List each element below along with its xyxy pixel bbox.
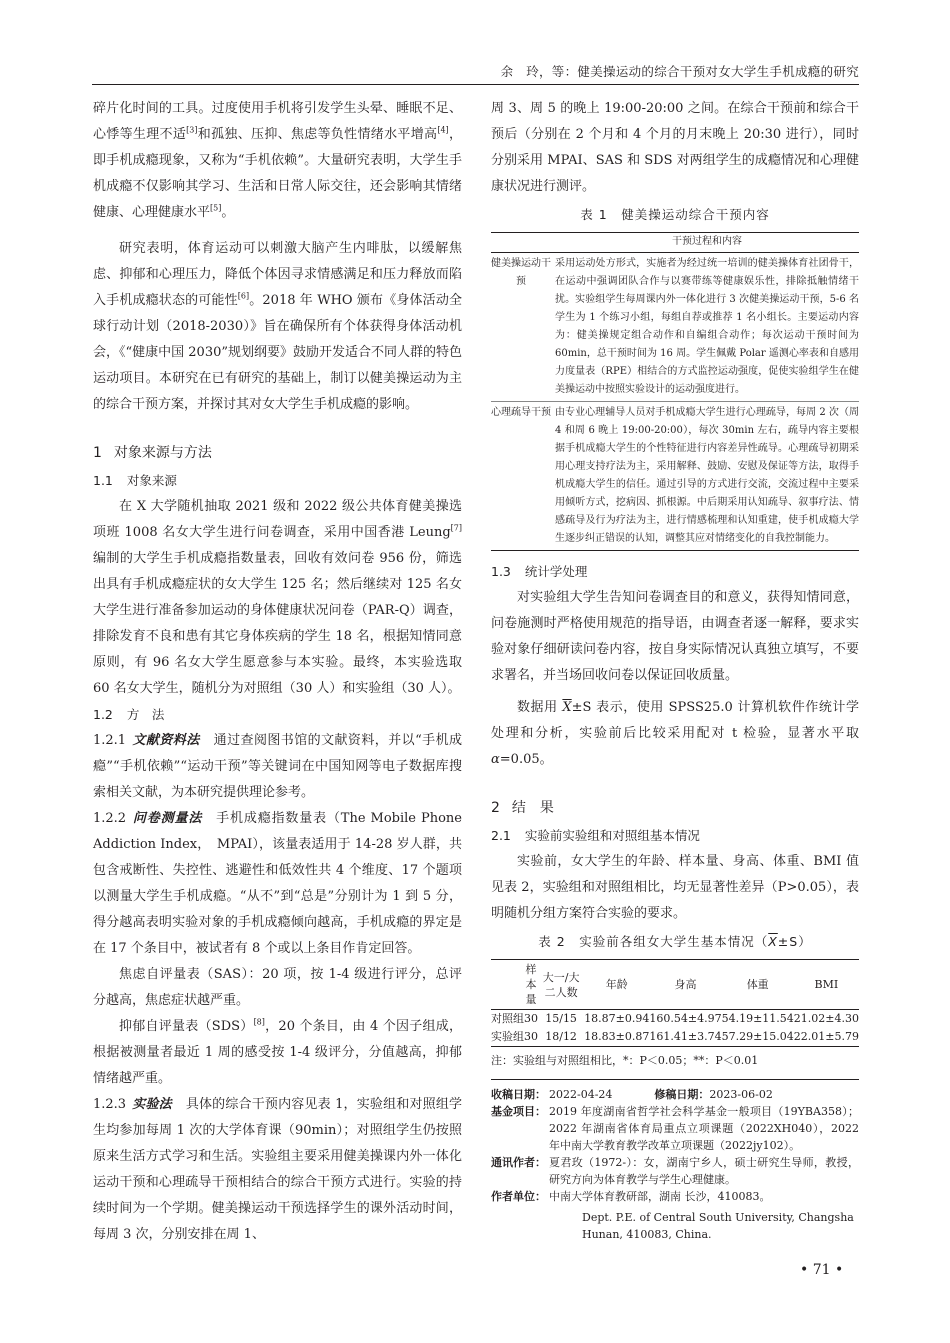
section-heading-1: 1 对象来源与方法 [93, 445, 212, 461]
intro-paragraph-2: 研究表明，体育运动可以刺激大脑产生内啡肽，以缓解焦虑、抑郁和心理压力，降低个体因寻求情感满足和压力释放而陷入手机成瘾状态的可能性[6]。2018 年 WHO 颁布《身体活动全球行动计划（2018-2030）》旨在确保所有个体获得身体活动机会，《“健康中国 2030”规划纲要》鼓励开发适合不同人群的特色运动项目。本研究在已有研究的基础上，制订以健美操运动为主的综合干预方案，并探讨其对女大学生手机成瘾的影响。 [93, 241, 463, 412]
left-column [93, 96, 462, 1248]
header-rule [92, 84, 859, 85]
table-1-row-content: 由专业心理辅导人员对手机成瘾大学生进行心理疏导，每周 2 次（周 4 和周 6 晚上 19:00-20:00），每次 30min 左右，疏导内容主要根据手机成瘾大学生的个性特征进行内容差异性疏导。心理疏导初期采用心理支持疗法为主，采用解释、鼓励、安慰及保证等方法，取得手机成瘾大学生的信任。通过引导的方式进行交流，交流过程中主要采用倾听方式，挖病因、抓根源。中后期采用认知疏导、叙事疗法、情感疏导及行为疗法为主，进行情感梳理和认知重建，使手机成瘾大学生逐步纠正错误的认知，调整其应对情绪变化的自我控制能力。 [555, 402, 859, 551]
right-column [491, 96, 859, 1243]
running-header: 余 玲，等：健美操运动的综合干预对女大学生手机成瘾的研究 [500, 64, 859, 79]
subsection-heading-1-3: 1.3 统计学处理 [491, 564, 588, 579]
col-header: 身高 [649, 960, 721, 1010]
method-experiment: 1.2.3 实验法 具体的综合干预内容见表 1，实验组和对照组学生均参加每周 1 次的大学体育课（90min）；对照组学生仍按照原来生活方式学习和生活。实验组主要采用健美操课内外一体化运动干预和心理疏导干预相结合的综合干预方式进行。实验的持续时间为一个学期。健美操运动干预选择学生的课外活动时间，每周 3 次，分别安排在周 1、 [93, 1097, 462, 1242]
table-2 [491, 959, 859, 1047]
footnote-author: 通讯作者： 夏君玫（1972-）：女，湖南宁乡人，硕士研究生导师，教授，研究方向为体育教学与学生心理健康。 [491, 1156, 859, 1186]
col-header: 大一/大二人数 [538, 960, 584, 1010]
subsection-heading-2-1: 2.1 实验前实验组和对照组基本情况 [491, 828, 700, 843]
method-literature: 1.2.1 文献资料法 通过查阅图书馆的文献资料，并以“手机成瘾”“手机依赖”“运动干预”等关键词在中国知网等电子数据库搜索相关文献，为本研究提供理论参考。 [93, 733, 462, 800]
table-1-row-content: 采用运动处方形式，实施者为经过统一培训的健美操体育社团骨干，在运动中强调团队合作与以赛带练等健康娱乐性，排除抵触情绪干扰。实验组学生每周课内外一体化进行 3 次健美操运动干预，5-6 名学生为 1 个练习小组，每组自荐或推荐 1 名小组长。主要运动内容为：健美操规定组合动作和自编组合动作；每次运动干预时间为 60min，总干预时间为 16 周。学生佩戴 Polar 遥测心率表和自感用力度量表（RPE）相结合的方式监控运动强度，促使实验组学生在健美操运动中按照实验设计的运动强度进行。 [555, 253, 859, 402]
results-paragraph: 实验前，女大学生的年龄、样本量、身高、体重、BMI 值见表 2，实验组和对照组相比，均无显著性差异（P>0.05），表明随机分组方案符合实验的要求。 [491, 854, 859, 921]
table-1-row-label: 心理疏导干预 [491, 402, 555, 551]
table-row: 实验组 30 18/12 18.83±0.87 161.41±3.74 57.29±15.04 22.01±5.79 [491, 1030, 859, 1043]
col-header: 年龄 [584, 960, 649, 1010]
table-row [491, 253, 859, 402]
table-2-note: 注：实验组与对照组相比，*：P＜0.05；**：P＜0.01 [491, 1054, 759, 1067]
sas-paragraph: 焦虑自评量表（SAS）：20 项，按 1-4 级进行评分，总评分越高，焦虑症状越严重。 [93, 967, 462, 1008]
table-1-caption: 表 1 健美操运动综合干预内容 [580, 207, 770, 222]
subsection-heading-1-2: 1.2 方 法 [93, 707, 165, 722]
col-header: 体重 [722, 960, 794, 1010]
footnote-unit-english: Dept. P.E. of Central South University, Changsha Hunan, 410083, China. [582, 1211, 854, 1241]
table-row: 对照组 30 15/15 18.87±0.94 160.54±4.97 54.19±11.54 21.02±4.30 [491, 1012, 859, 1025]
section-heading-2: 2 结 果 [491, 800, 554, 816]
intro-paragraph-1: 碎片化时间的工具。过度使用手机将引发学生头晕、睡眠不足、心悸等生理不适[3]和孤独、压抑、焦虑等负性情绪水平增高[4]，即手机成瘾现象，又称为“手机依赖”。大量研究表明，大学生手机成瘾不仅影响其学习、生活和日常人际交往，还会影响其情绪健康、心理健康水平[5]。 [93, 101, 462, 220]
footnote-dates: 收稿日期： 2022-04-24 修稿日期：2023-06-02 [491, 1088, 773, 1101]
stats-paragraph-2: 数据用 $\overline{X}\pm S$ 表示，使用 SPSS25.0 计算机软件作统计学处理和分析，实验前后比较采用配对 t 检验，显著水平取α=0.05。 [491, 700, 859, 767]
table-1-header-row [491, 233, 859, 253]
subsection-heading-1-1: 1.1 对象来源 [93, 473, 177, 488]
experiment-continued: 周 3、周 5 的晚上 19:00-20:00 之间。在综合干预前和综合干预后（分别在 2 个月和 4 个月的月末晚上 20:30 进行），同时分别采用 MPAI、SAS 和 SDS 对两组学生的成瘾情况和心理健康状况进行测评。 [491, 101, 859, 194]
footnote-unit: 作者单位： 中南大学体育教研部，湖南 长沙，410083。 [491, 1190, 771, 1203]
col-header: 样本量 [524, 960, 538, 1010]
table-2-caption: 表 2 实验前各组女大学生基本情况$(\overline{X}\pm S)$ [538, 934, 812, 949]
footnote-rule [491, 1079, 859, 1080]
table-1-header: 干预过程和内容 [555, 233, 859, 253]
page-number: • 71 • [800, 1262, 844, 1278]
col-header: BMI [794, 960, 859, 1010]
table-1-row-label: 健美操运动干预 [491, 253, 555, 402]
stats-paragraph-1: 对实验组大学生告知问卷调查目的和意义，获得知情同意，问卷施测时严格使用规范的指导语，由调查者逐一解释，要求实验对象仔细研读问卷内容，按自身实际情况认真独立填写，不要求署名，并当场回收问卷以保证回收质量。 [491, 590, 859, 683]
table-row [491, 402, 859, 551]
sds-paragraph: 抑郁自评量表（SDS）[8]，20 个条目，由 4 个因子组成，根据被测量者最近 1 周的感受按 1-4 级评分，分值越高，抑郁情绪越严重。 [93, 1017, 462, 1086]
subjects-paragraph: 在 X 大学随机抽取 2021 级和 2022 级公共体育健美操选项班 1008 名女大学生进行问卷调查，采用中国香港 Leung[7]编制的大学生手机成瘾指数量表，回收有效问卷 956 份，筛选出具有手机成瘾症状的女大学生 125 名；然后继续对 125 名女大学生进行准备参加运动的身体健康状况问卷（PAR-Q）调查，排除发育不良和患有其它身体疾病的学生 18 名，根据知情同意原则，有 96 名女大学生愿意参与本实验。最终，本实验选取 60 名女大学生，随机分为对照组（30 人）和实验组（30 人）。 [93, 499, 462, 696]
method-questionnaire: 1.2.2 问卷测量法 手机成瘾指数量表（The Mobile Phone Addiction Index， MPAI），该量表适用于 14-28 岁人群，共包含戒断性、失控性、逃避性和低效性共 4 个维度、17 个题项以测量大学生手机成瘾。“从不”到“总是”分别计为 1 到 5 分，得分越高表明实验对象的手机成瘾倾向越高，手机成瘾的界定是在 17 个条目中，被试者有 8 个或以上条目作肯定回答。 [93, 811, 462, 956]
table-2-header-row [491, 960, 859, 1010]
footnote-fund: 基金项目： 2019 年度湖南省哲学社会科学基金一般项目（19YBA358）；2022 年湖南省体育局重点立项课题（2022XH040），2022 年中南大学教育教学改革立项课题（2022jy102）。 [491, 1105, 859, 1152]
table-1 [491, 232, 859, 551]
